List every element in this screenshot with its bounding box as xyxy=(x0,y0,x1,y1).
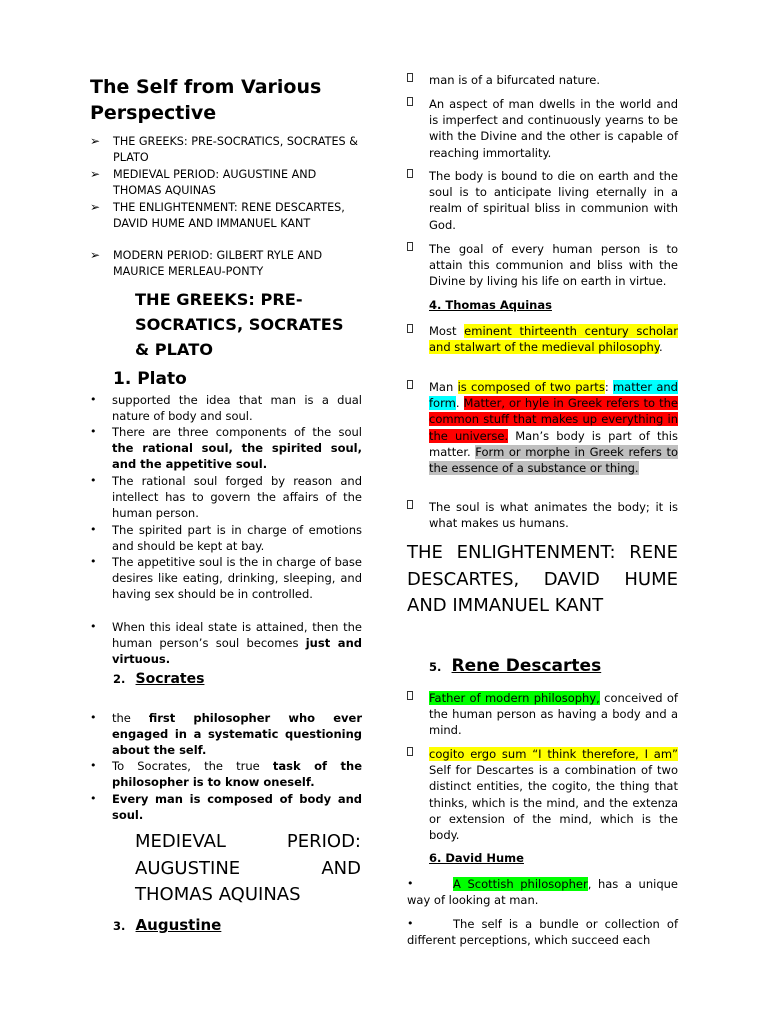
bullet-icon: • xyxy=(407,917,414,930)
document-title: The Self from Various Perspective xyxy=(90,76,322,124)
toc-item: ➢ THE ENLIGHTENMENT: RENE DESCARTES, DAVID HUME AND IMMANUEL KANT xyxy=(90,200,345,230)
arrow-bullet-icon: ➢ xyxy=(90,134,101,148)
heading-plato: 1. Plato xyxy=(113,369,187,389)
list-item: Most eminent thirteenth century scholar and stalwart of the medieval philosophy. xyxy=(407,323,678,355)
bullet-icon: • xyxy=(407,877,414,890)
bullet-icon: • xyxy=(90,555,97,568)
arrow-bullet-icon: ➢ xyxy=(90,200,101,214)
list-item: • A Scottish philosopher, has a unique way of looking at man. xyxy=(407,877,678,908)
bullet-icon: • xyxy=(90,759,97,772)
heading-thomas-aquinas: 4. Thomas Aquinas xyxy=(429,298,552,312)
square-bullet-icon xyxy=(407,97,413,106)
square-bullet-icon xyxy=(407,242,413,251)
list-item: An aspect of man dwells in the world and is imperfect and continuously yearns to be with the Divine and the other is capable of reaching immortality. xyxy=(407,96,678,161)
square-bullet-icon xyxy=(407,169,413,178)
list-item: Man is composed of two parts: matter and form. Matter, or hyle in Greek refers to the common stuff that makes up everything in the universe. Man’s body is part of this matter. Form or morphe in Greek refers to the essence of a substance or thing. xyxy=(407,379,678,476)
bullet-icon: • xyxy=(90,620,97,633)
arrow-bullet-icon: ➢ xyxy=(90,167,101,181)
list-item: • There are three components of the soul the rational soul, the spirited soul, and the appetitive soul. xyxy=(90,425,362,472)
list-item: • supported the idea that man is a dual nature of body and soul. xyxy=(90,393,362,424)
square-bullet-icon xyxy=(407,500,413,509)
toc-item: ➢ THE GREEKS: PRE-SOCRATICS, SOCRATES & PLATO xyxy=(90,134,358,164)
toc-item: ➢ MEDIEVAL PERIOD: AUGUSTINE AND THOMAS AQUINAS xyxy=(90,167,317,197)
section-heading-enlightenment: THE ENLIGHTENMENT: RENE DESCARTES, DAVID HUME AND IMMANUEL KANT xyxy=(407,542,678,617)
list-item: man is of a bifurcated nature. xyxy=(407,72,678,88)
heading-socrates: 2. Socrates xyxy=(113,671,205,687)
list-item: • The rational soul forged by reason and intellect has to govern the affairs of the human person. xyxy=(90,474,362,521)
square-bullet-icon xyxy=(407,73,413,82)
heading-david-hume: 6. David Hume xyxy=(429,851,524,865)
heading-rene-descartes: 5. Rene Descartes xyxy=(429,656,602,676)
list-item: • The appetitive soul is the in charge of base desires like eating, drinking, sleeping, and having sex should be in controlled. xyxy=(90,555,362,602)
list-item: Father of modern philosophy, conceived of the human person as having a body and a mind. xyxy=(407,690,678,739)
bullet-icon: • xyxy=(90,792,97,805)
bullet-icon: • xyxy=(90,474,97,487)
list-item: The goal of every human person is to attain this communion and bliss with the Divine by living his life on earth in virtue. xyxy=(407,241,678,290)
list-item: The body is bound to die on earth and the soul is to anticipate living eternally in a realm of spiritual bliss in communion with God. xyxy=(407,168,678,233)
toc-item: ➢ MODERN PERIOD: GILBERT RYLE AND MAURICE MERLEAU-PONTY xyxy=(90,248,323,278)
list-item: • When this ideal state is attained, then the human person’s soul becomes just and virtuous. xyxy=(90,620,362,667)
list-item: cogito ergo sum “I think therefore, I am” Self for Descartes is a combination of two distinct entities, the cogito, the thing that thinks, which is the mind, and the extenza or extension of the mind, which is the body. xyxy=(407,746,678,843)
square-bullet-icon xyxy=(407,747,413,756)
list-item: • the first philosopher who ever engaged in a systematic questioning about the self. xyxy=(90,711,362,758)
list-item: • The spirited part is in charge of emotions and should be kept at bay. xyxy=(90,523,362,554)
square-bullet-icon xyxy=(407,324,413,333)
list-item: • To Socrates, the true task of the philosopher is to know oneself. xyxy=(90,759,362,790)
square-bullet-icon xyxy=(407,691,413,700)
section-heading-medieval: MEDIEVAL PERIOD: AUGUSTINE AND THOMAS AQUINAS xyxy=(135,831,361,906)
bullet-icon: • xyxy=(90,711,97,724)
square-bullet-icon xyxy=(407,380,413,389)
bullet-icon: • xyxy=(90,523,97,536)
arrow-bullet-icon: ➢ xyxy=(90,248,101,262)
bullet-icon: • xyxy=(90,393,97,406)
heading-augustine: 3. Augustine xyxy=(113,916,222,934)
list-item: • Every man is composed of body and soul. xyxy=(90,792,362,823)
list-item: • The self is a bundle or collection of different perceptions, which succeed each xyxy=(407,917,678,948)
bullet-icon: • xyxy=(90,425,97,438)
list-item: The soul is what animates the body; it is what makes us humans. xyxy=(407,499,678,531)
section-heading-greeks: THE GREEKS: PRE-SOCRATICS, SOCRATES & PLATO xyxy=(135,290,344,359)
